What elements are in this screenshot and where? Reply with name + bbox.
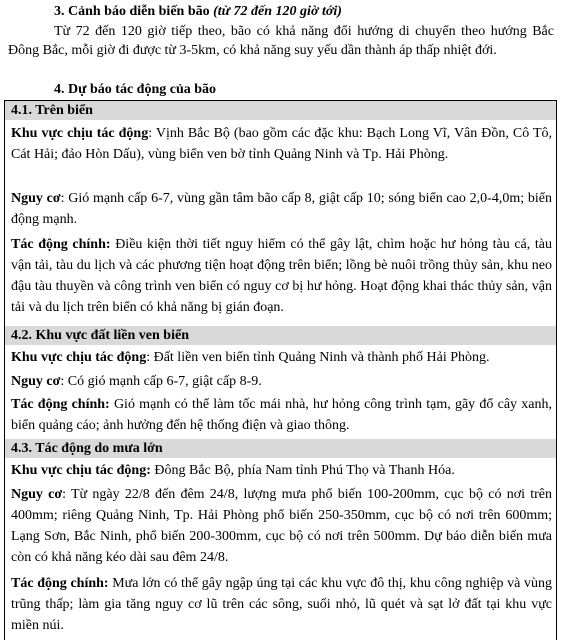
section-3-heading: [54, 2, 342, 22]
risk-label: Nguy cơ: [11, 191, 61, 206]
coastal-risk: [11, 371, 552, 392]
main-impact-label: Tác động chính:: [11, 397, 110, 412]
section-4-heading: 4. Dự báo tác động của bão: [54, 82, 217, 97]
risk-label: Nguy cơ: [11, 487, 63, 502]
affected-area-text: Đông Bắc Bộ, phía Nam tỉnh Phú Thọ và Thanh Hóa.: [150, 463, 455, 478]
main-impact-text: Gió mạnh có thể làm tốc mái nhà, hư hỏng công trình tạm, gãy đổ cây xanh, biển quảng cáo; ảnh hưởng đến hệ thống điện và giao thông.: [11, 397, 552, 433]
affected-area-label: Khu vực chịu tác động: [11, 126, 149, 141]
main-impact-label: Tác động chính:: [11, 237, 111, 252]
rain-main-impact: [11, 573, 552, 636]
impact-forecast-box: [4, 100, 557, 640]
subsection-title-sea: 4.1. Trên biển: [5, 101, 556, 120]
rain-affected-area: [11, 460, 552, 481]
sea-main-impact: [11, 234, 552, 318]
risk-text: : Gió mạnh cấp 6-7, vùng gần tâm bão cấp 8, giật cấp 10; sóng biển cao 2,0-4,0m; biển động mạnh.: [11, 191, 552, 227]
section-3-body: Từ 72 đến 120 giờ tiếp theo, bão có khả năng đổi hướng di chuyển theo hướng Bắc Đông Bắc, mỗi giờ đi được từ 3-5km, có khả năng suy yếu dần thành áp thấp nhiệt đới.: [8, 24, 554, 58]
coastal-affected-area: [11, 347, 552, 368]
section-3-heading-text: 3. Cảnh báo diễn biến bão: [54, 4, 214, 19]
subsection-title-coastal-land: 4.2. Khu vực đất liền ven biển: [5, 326, 556, 345]
sea-risk: [11, 188, 552, 230]
main-impact-text: Mưa lớn có thể gây ngập úng tại các khu vực đô thị, khu công nghiệp và vùng trũng thấp; làm gia tăng nguy cơ lũ trên các sông, suối nhỏ, lũ quét và sạt lở đất tại khu vực miền núi.: [11, 576, 552, 633]
rain-risk: [11, 484, 552, 568]
coastal-main-impact: [11, 394, 552, 436]
risk-label: Nguy cơ: [11, 374, 61, 389]
sea-affected-area: [11, 123, 552, 165]
risk-text: : Có gió mạnh cấp 6-7, giật cấp 8-9.: [60, 374, 262, 389]
affected-area-label: Khu vực chịu tác động: [11, 350, 147, 365]
risk-text: : Từ ngày 22/8 đến đêm 24/8, lượng mưa phổ biến 100-200mm, cục bộ có nơi trên 400mm; riêng Quảng Ninh, Tp. Hải Phòng phổ biến 250-350mm, cục bộ có nơi trên 600mm; Lạng Sơn, Bắc Ninh, phổ biến 200-300mm, cục bộ có nơi trên 500mm. Dự báo diễn biến mưa còn có khả năng kéo dài sau đêm 24/8.: [11, 487, 552, 565]
affected-area-text: : Đất liền ven biển tỉnh Quảng Ninh và thành phố Hải Phòng.: [146, 350, 490, 365]
main-impact-text: Điều kiện thời tiết nguy hiểm có thể gây lật, chìm hoặc hư hỏng tàu cá, tàu vận tải, tàu du lịch và các phương tiện hoạt động trên biển; lồng bè nuôi trồng thủy sản, khu neo đậu tàu thuyền và công trình ven biển có nguy cơ bị hư hỏng. Hoạt động khai thác thủy sản, vận tải và du lịch trên biển có khả năng bị gián đoạn.: [11, 237, 553, 315]
main-impact-label: Tác động chính:: [11, 576, 109, 591]
affected-area-text: : Vịnh Bắc Bộ (bao gồm các đặc khu: Bạch Long Vĩ, Vân Đồn, Cô Tô, Cát Hải; đảo Hòn Dấu), vùng biển ven bờ tỉnh Quảng Ninh và Tp. Hải Phòng.: [11, 126, 553, 162]
section-3-heading-timeframe: (từ 72 đến 120 giờ tới): [213, 4, 342, 19]
affected-area-label: Khu vực chịu tác động:: [11, 463, 151, 478]
subsection-title-heavy-rain: 4.3. Tác động do mưa lớn: [5, 439, 556, 458]
